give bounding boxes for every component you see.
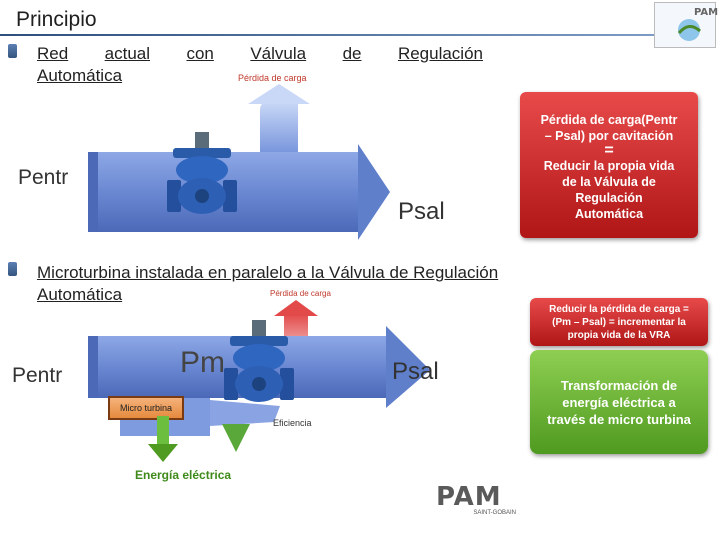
heading-word: Regulación — [397, 44, 483, 63]
svg-text:PAM: PAM — [694, 7, 719, 18]
turbine-label: Micro turbina — [119, 403, 173, 413]
loss-label-1: Pérdida de carga — [238, 73, 307, 83]
pam-logo-text: PAM — [436, 482, 502, 512]
energy-label: Energía eléctrica — [135, 468, 232, 482]
valve-icon — [165, 130, 245, 220]
bullet-icon — [8, 44, 17, 58]
heading-word: actual — [104, 44, 151, 63]
info-line: Transformación de — [560, 378, 678, 393]
page-title: Principio — [16, 8, 97, 31]
valve-icon — [222, 318, 302, 408]
pentr-label-2: Pentr — [12, 364, 63, 387]
green-info-box — [530, 350, 708, 454]
info-line: Reducir la propia vida — [543, 159, 675, 173]
heading-word: Automática — [37, 66, 123, 85]
corner-logo — [654, 2, 719, 48]
heading-word: Red — [37, 44, 69, 63]
energy-arrow — [148, 416, 178, 464]
pam-logo — [436, 484, 526, 518]
info-line: Pérdida de carga(Pentr — [540, 113, 678, 127]
psal-label-1: Psal — [398, 198, 445, 225]
pentr-label-1: Pentr — [18, 166, 69, 189]
loss-label-2: Pérdida de carga — [270, 289, 331, 298]
info-line: Reducir la pérdida de carga = — [549, 304, 689, 315]
info-line: través de micro turbina — [547, 412, 691, 427]
pam-logo-sub: SAINT-GOBAIN — [473, 510, 516, 516]
info-line: energía eléctrica a — [562, 395, 676, 410]
heading-word: de — [342, 44, 362, 63]
info-line: propia vida de la VRA — [567, 330, 671, 341]
pm-label — [180, 346, 225, 380]
info-line: – Psal) por cavitación — [544, 129, 674, 143]
info-line: Regulación — [575, 191, 643, 205]
equals-sign: = — [604, 142, 614, 159]
heading-word: Válvula — [250, 44, 307, 63]
psal-label-2: Psal — [392, 358, 439, 385]
heading-word: con — [186, 44, 214, 63]
info-line: (Pm – Psal) = incrementar la — [552, 317, 686, 328]
info-line: Automática — [574, 207, 644, 221]
efficiency-label: Eficiencia — [273, 418, 312, 428]
heading-line: Automática — [37, 285, 123, 304]
title-underline — [0, 34, 655, 36]
red-info-box-2 — [530, 298, 708, 346]
red-info-box-1 — [520, 92, 698, 238]
heading-line: Microturbina instalada en paralelo a la Válvula de Regulación — [37, 263, 499, 282]
bullet-icon — [8, 262, 17, 276]
info-line: de la Válvula de — [562, 175, 656, 189]
pm-text: Pm — [180, 346, 225, 379]
